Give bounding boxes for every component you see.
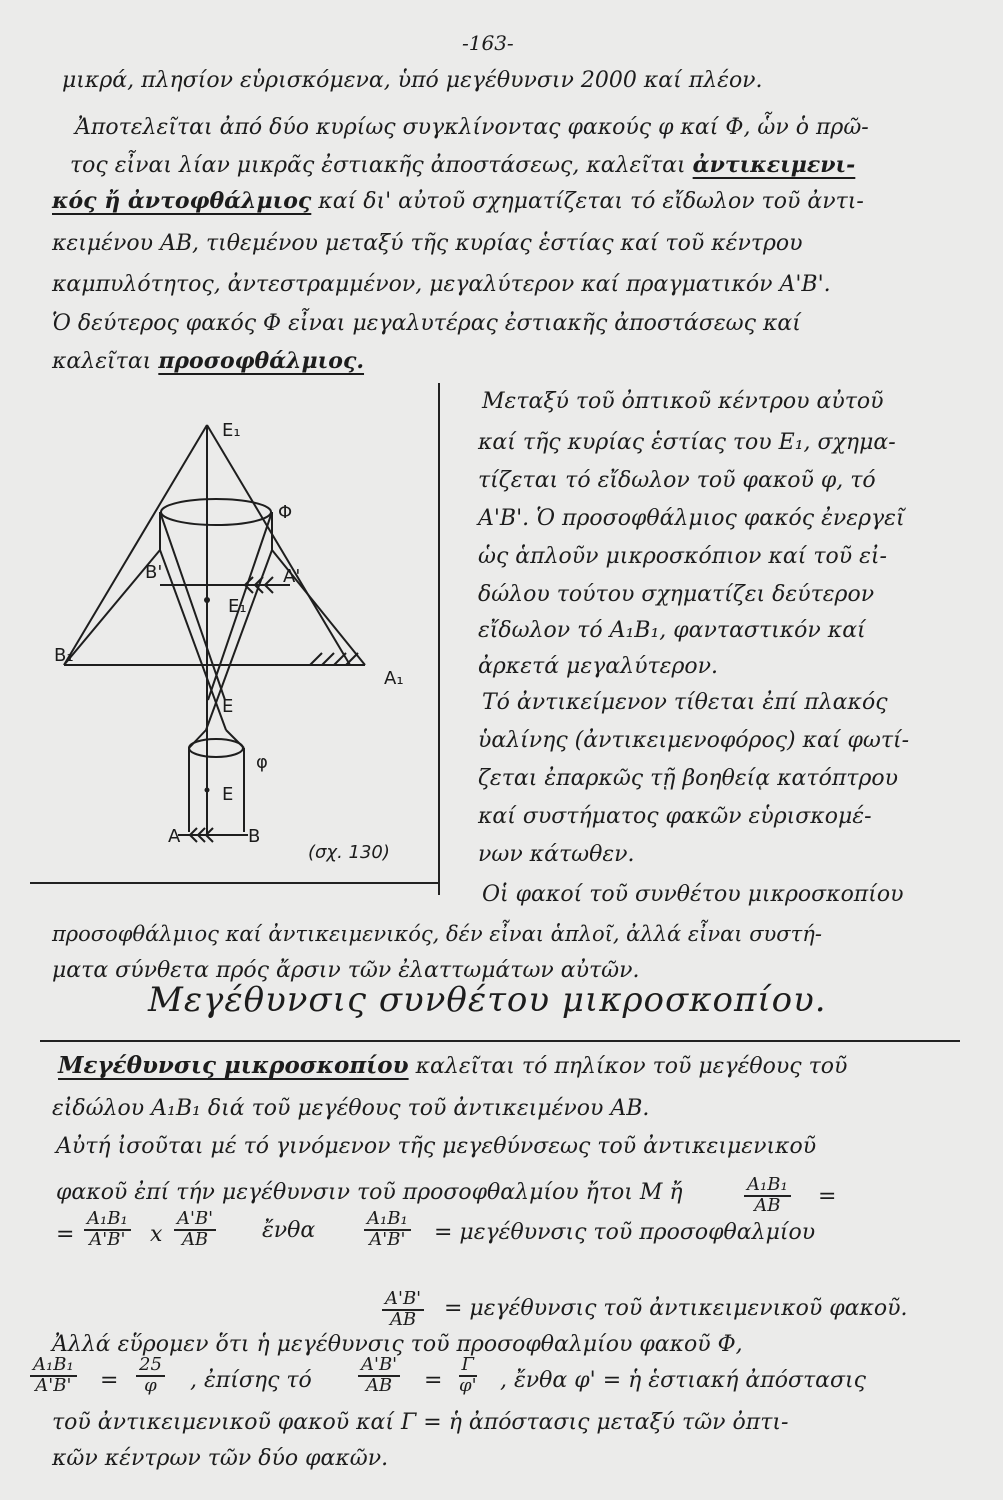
equals-sign: =: [56, 1222, 75, 1247]
term-eyepiece: προσοφθάλμιος.: [158, 348, 365, 374]
fraction-denominator: Α'Β': [89, 1228, 126, 1250]
text-line: ὡς ἁπλοῦν μικροσκόπιον καί τοῦ εἰ-: [478, 544, 887, 569]
page-number: -163-: [462, 31, 514, 55]
text-line: κειμένου ΑΒ, τιθεμένου μεταξύ τῆς κυρίας ἑστίας καί τοῦ κέντρου: [52, 231, 803, 256]
text-line: [52, 190, 864, 213]
eyepiece-lens: [161, 499, 271, 525]
fraction-numerator: Α'Β': [174, 1210, 216, 1231]
fraction-numerator: Α₁Β₁: [84, 1210, 131, 1231]
heading-rule: [40, 1040, 960, 1042]
ray-left: [64, 425, 207, 665]
text-line: καί συστήματος φακῶν εὑρισκομέ-: [478, 804, 872, 829]
fraction-A1B1-over-ApBp-3: [30, 1356, 77, 1396]
text-line: τοῦ ἀντικειμενικοῦ φακοῦ καί Γ = ἡ ἀπόστασις μεταξύ τῶν ὀπτι-: [52, 1410, 789, 1435]
text-line: Α'Β'. Ὁ προσοφθάλμιος φακός ἐνεργεῖ: [478, 506, 905, 531]
fraction-A1B1-over-ApBp: [84, 1210, 131, 1250]
fraction-ApBp-over-AB-2: [382, 1290, 424, 1330]
equals-sign: =: [818, 1184, 837, 1209]
text-line: νων κάτωθεν.: [478, 842, 635, 867]
ray-low-2: [226, 730, 244, 748]
focus-E1: [204, 597, 210, 603]
text-line: [70, 154, 855, 177]
fraction-denominator: ΑΒ: [754, 1194, 781, 1216]
label-Ap: A': [283, 566, 301, 587]
text-fragment: καλεῖται τό πηλίκον τοῦ μεγέθους τοῦ: [408, 1054, 848, 1079]
text-line: φακοῦ ἐπί τήν μεγέθυνσιν τοῦ προσοφθαλμίου ἤτοι Μ ἤ: [56, 1180, 683, 1205]
fraction-denominator: Α'Β': [35, 1374, 72, 1396]
label-Phi: Φ: [278, 502, 293, 523]
text-line: εἴδωλον τό Α₁Β₁, φανταστικόν καί: [478, 618, 866, 643]
text-fragment: τος εἶναι λίαν μικρᾶς ἐστιακῆς ἀποστάσεως, καλεῖται: [70, 153, 693, 178]
fraction-ApBp-over-AB-3: [358, 1356, 400, 1396]
fraction-numerator: 25: [136, 1356, 165, 1377]
ray-cross-1: [160, 512, 225, 700]
figure-frame-bottom: [30, 882, 440, 884]
label-A: A: [168, 826, 181, 847]
fraction-G-over-phip: [456, 1356, 480, 1396]
text-line: τίζεται τό εἴδωλον τοῦ φακοῦ φ, τό: [478, 468, 876, 493]
text-line: εἰδώλου Α₁Β₁ διά τοῦ μεγέθους τοῦ ἀντικειμένου ΑΒ.: [52, 1096, 650, 1121]
fraction-denominator: φ: [144, 1374, 157, 1396]
objective-lens: [189, 739, 243, 757]
text-line: μικρά, πλησίον εὑρισκόμενα, ὑπό μεγέθυνσιν 2000 καί πλέον.: [62, 68, 763, 93]
figure-caption: (σχ. 130): [308, 842, 390, 863]
label-E: E: [222, 696, 234, 717]
text-line: καμπυλότητος, ἀντεστραμμένον, μεγαλύτερον καί πραγματικόν Α'Β'.: [52, 272, 831, 297]
text-line: ὑαλίνης (ἀντικειμενοφόρος) καί φωτί-: [478, 728, 910, 753]
microscope-diagram: [20, 400, 440, 880]
text-line: [52, 350, 364, 373]
text-line: Αὐτή ἰσοῦται μέ τό γινόμενον τῆς μεγεθύνσεως τοῦ ἀντικειμενικοῦ: [56, 1134, 817, 1159]
ray-right: [207, 425, 350, 665]
focus-E: [205, 788, 210, 793]
text-fragment: = μεγέθυνσις τοῦ ἀντικειμενικοῦ φακοῦ.: [444, 1296, 908, 1321]
fraction-numerator: Α'Β': [382, 1290, 424, 1311]
text-line: δώλου τούτου σχηματίζει δεύτερον: [478, 582, 875, 607]
equals-sign: =: [100, 1368, 119, 1393]
fraction-A1B1-over-ApBp-2: [364, 1210, 411, 1250]
text-line: προσοφθάλμιος καί ἀντικειμενικός, δέν εἶναι ἁπλοῖ, ἀλλά εἶναι συστή-: [52, 922, 822, 946]
label-E1-top: E₁: [222, 420, 241, 441]
equals-sign: =: [424, 1368, 443, 1393]
label-B: B: [248, 826, 261, 847]
text-line: ματα σύνθετα πρός ἄρσιν τῶν ἐλαττωμάτων αὐτῶν.: [52, 958, 640, 983]
fraction-ApBp-over-AB: [174, 1210, 216, 1250]
fraction-numerator: Α₁Β₁: [364, 1210, 411, 1231]
label-phi: φ: [256, 752, 268, 773]
text-line: Μεταξύ τοῦ ὀπτικοῦ κέντρου αὐτοῦ: [482, 389, 884, 414]
text-line: καί τῆς κυρίας ἑστίας του Ε₁, σχημα-: [478, 430, 896, 455]
label-E1-mid: E₁: [228, 596, 247, 617]
times-sign: x: [150, 1222, 163, 1247]
fraction-numerator: Α₁Β₁: [744, 1176, 791, 1197]
hatch-A1: [310, 653, 358, 665]
fraction-numerator: Α'Β': [358, 1356, 400, 1377]
fraction-denominator: φ': [459, 1374, 477, 1396]
fraction-denominator: ΑΒ: [365, 1374, 393, 1396]
label-Bp: B': [145, 562, 163, 583]
text-fragment: καί δι' αὐτοῦ σχηματίζεται τό εἴδωλον τοῦ ἀντι-: [311, 189, 864, 214]
text-line: Οἱ φακοί τοῦ συνθέτου μικροσκοπίου: [482, 882, 904, 907]
fraction-numerator: Γ: [459, 1356, 478, 1377]
fraction-numerator: Α₁Β₁: [30, 1356, 77, 1377]
text-fragment: , ἐπίσης τό: [190, 1368, 312, 1393]
label-A1: A₁: [384, 668, 404, 689]
section-heading: Μεγέθυνσις συνθέτου μικροσκοπίου.: [148, 980, 827, 1020]
text-line: κῶν κέντρων τῶν δύο φακῶν.: [52, 1446, 389, 1471]
text-line: ἀρκετά μεγαλύτερον.: [478, 654, 718, 679]
text-line: Ἀλλά εὕρομεν ὅτι ἡ μεγέθυνσις τοῦ προσοφθαλμίου φακοῦ Φ,: [52, 1332, 743, 1357]
text-fragment: ἔνθα: [262, 1218, 316, 1243]
label-B1: B₁: [54, 645, 74, 666]
label-E-low: E: [222, 784, 234, 805]
text-line: Ἀποτελεῖται ἀπό δύο κυρίως συγκλίνοντας φακούς φ καί Φ, ὧν ὁ πρῶ-: [75, 115, 869, 140]
fraction-denominator: ΑΒ: [389, 1308, 417, 1330]
fraction-A1B1-over-AB: [744, 1176, 791, 1216]
text-line: [58, 1054, 847, 1078]
fraction-denominator: ΑΒ: [181, 1228, 209, 1250]
fraction-25-over-phi: [136, 1356, 165, 1396]
text-fragment: καλεῖται: [52, 349, 159, 374]
term-objective: ἀντικειμενι-: [692, 152, 856, 178]
term-magnification: Μεγέθυνσις μικροσκοπίου: [58, 1052, 409, 1079]
text-line: Ὁ δεύτερος φακός Φ εἶναι μεγαλυτέρας ἐστιακῆς ἀποστάσεως καί: [52, 311, 801, 336]
text-line: ζεται ἐπαρκῶς τῇ βοηθείᾳ κατόπτρου: [478, 766, 899, 791]
fraction-denominator: Α'Β': [369, 1228, 406, 1250]
term-objective-alt: κός ἤ ἀντοφθάλμιος: [52, 188, 312, 214]
text-fragment: = μεγέθυνσις τοῦ προσοφθαλμίου: [434, 1220, 816, 1245]
text-fragment: , ἔνθα φ' = ἡ ἑστιακή ἀπόστασις: [500, 1368, 866, 1393]
text-line: Τό ἀντικείμενον τίθεται ἐπί πλακός: [482, 690, 888, 715]
